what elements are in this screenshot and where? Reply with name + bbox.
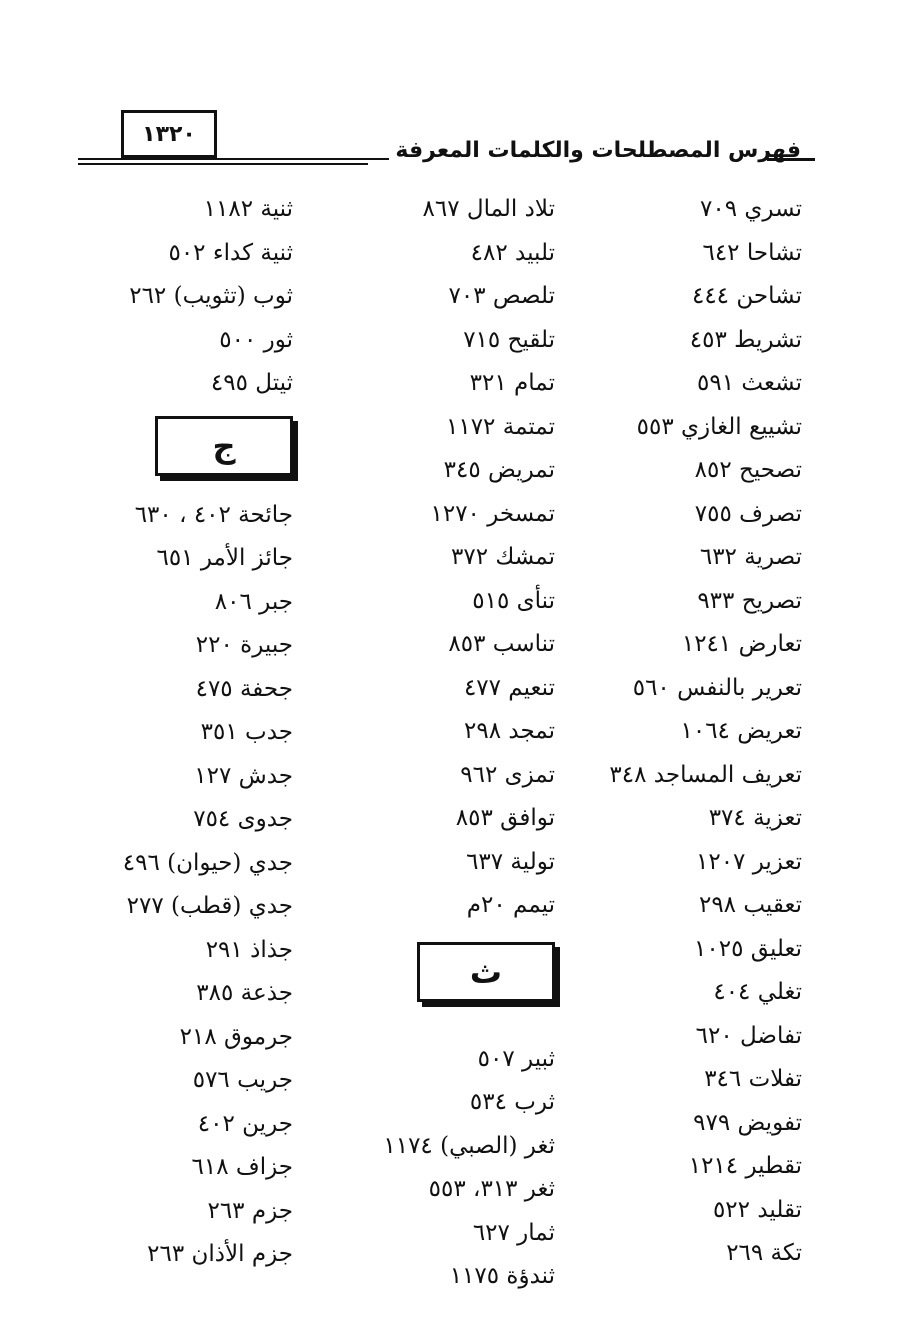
page-title: فهرس المصطلحات والكلمات المعرفة [389, 138, 807, 163]
index-entry: جدش ١٢٧ [194, 762, 293, 789]
index-entry: تعريف المساجد ٣٤٨ [609, 761, 802, 788]
index-entry: تمجد ٢٩٨ [464, 718, 555, 744]
index-entry: تعريض ١٠٦٤ [680, 718, 802, 744]
index-entry: تسري ٧٠٩ [700, 196, 802, 222]
index-entry: تغلي ٤٠٤ [713, 979, 802, 1005]
index-entry: جزم الأذان ٢٦٣ [147, 1241, 293, 1267]
index-entry: تمريض ٣٤٥ [443, 457, 555, 483]
index-entry: تمتمة ١١٧٢ [446, 413, 555, 440]
index-entry: جزم ٢٦٣ [207, 1197, 293, 1224]
page-number-box [121, 110, 217, 158]
index-entry: تصريح ٩٣٣ [697, 587, 802, 614]
index-entry: جدي (قطب) ٢٧٧ [126, 893, 293, 919]
index-entry: جريب ٥٧٦ [192, 1067, 293, 1093]
index-entry: ثور ٥٠٠ [219, 326, 293, 353]
index-entry: جدي (حيوان) ٤٩٦ [122, 849, 293, 876]
letter-heading-jeem [73, 416, 293, 482]
index-entry: ثنية ١١٨٢ [203, 196, 293, 222]
index-entry: تيمم ٢٠م [466, 892, 555, 918]
index-entry: تفويض ٩٧٩ [693, 1109, 802, 1136]
index-entry: تشريط ٤٥٣ [689, 326, 802, 353]
index-entry: تلاد المال ٨٦٧ [422, 196, 555, 222]
letter-heading-box [417, 942, 555, 1002]
index-entry: جحفة ٤٧٥ [195, 675, 293, 702]
index-entry: تمزى ٩٦٢ [460, 761, 555, 788]
index-entry: تعقيب ٢٩٨ [698, 892, 802, 918]
index-entry: تلصص ٧٠٣ [448, 283, 555, 309]
index-entry: تعارض ١٢٤١ [681, 631, 802, 657]
index-entry: تعزية ٣٧٤ [708, 805, 802, 831]
page-number: ١٣٢٠ [142, 121, 196, 147]
index-entry: جبر ٨٠٦ [214, 588, 293, 615]
index-entry: ثيتل ٤٩٥ [210, 370, 293, 396]
index-entry: جدوى ٧٥٤ [193, 806, 293, 832]
index-entry: جزاف ٦١٨ [191, 1154, 293, 1180]
index-column-right [562, 188, 802, 1276]
index-entry: تصحيح ٨٥٢ [694, 457, 802, 483]
index-entry: جدب ٣٥١ [200, 719, 293, 745]
index-entry: تولية ٦٣٧ [466, 848, 555, 875]
index-entry: تعرير بالنفس ٥٦٠ [632, 674, 802, 701]
index-entry: تعليق ١٠٢٥ [694, 935, 802, 962]
index-entry: ثوب (تثويب) ٢٦٢ [129, 283, 293, 309]
index-entry: ثندؤة ١١٧٥ [449, 1263, 555, 1289]
index-entry: تشاحا ٦٤٢ [702, 239, 802, 266]
index-entry: تقطير ١٢١٤ [688, 1153, 802, 1179]
index-entry: تصرية ٦٣٢ [699, 544, 802, 570]
index-entry: جائحة ٤٠٢ ، ٦٣٠ [134, 501, 293, 528]
index-entry: تشعث ٥٩١ [697, 370, 802, 396]
index-entry: جرين ٤٠٢ [197, 1110, 293, 1137]
letter-heading-box [155, 416, 293, 476]
index-entry: تناسب ٨٥٣ [448, 631, 555, 657]
index-entry: ثغر ٣١٣، ٥٥٣ [428, 1176, 555, 1202]
index-entry: تقليد ٥٢٢ [712, 1196, 802, 1223]
index-entry: تلبيد ٤٨٢ [470, 239, 555, 266]
index-entry: تلقيح ٧١٥ [463, 326, 555, 353]
letter-heading-text: ج [212, 426, 236, 465]
index-entry: تمام ٣٢١ [469, 370, 555, 396]
index-entry: تنعيم ٤٧٧ [463, 674, 555, 701]
letter-heading-text: ث [469, 952, 503, 991]
index-entry: تشاحن ٤٤٤ [691, 283, 802, 309]
index-entry: ثغر (الصبي) ١١٧٤ [383, 1132, 555, 1159]
index-entry: تصرف ٧٥٥ [694, 500, 802, 527]
index-entry: تفاضل ٦٢٠ [695, 1022, 802, 1049]
letter-heading-tha [325, 942, 555, 1008]
index-entry: ثمار ٦٢٧ [472, 1219, 555, 1246]
index-entry: تشييع الغازي ٥٥٣ [636, 413, 802, 440]
index-entry: تنأى ٥١٥ [472, 587, 555, 614]
index-entry: تمشك ٣٧٢ [451, 544, 555, 570]
index-entry: تفلات ٣٤٦ [704, 1066, 802, 1092]
index-entry: تعزير ١٢٠٧ [695, 848, 802, 875]
index-entry: ثرب ٥٣٤ [469, 1089, 555, 1115]
index-entry: ثنية كداء ٥٠٢ [168, 239, 293, 266]
index-entry: جائز الأمر ٦٥١ [156, 545, 293, 571]
index-column-middle [325, 188, 555, 1299]
index-entry: تمسخر ١٢٧٠ [430, 500, 555, 527]
index-entry: ثبير ٥٠٧ [477, 1045, 555, 1072]
title-dash [767, 158, 815, 161]
index-entry: جذاذ ٢٩١ [205, 936, 293, 963]
index-column-left [73, 188, 293, 1277]
index-entry: تكة ٢٦٩ [726, 1240, 802, 1266]
header-rule-lower [78, 163, 368, 165]
index-entry: جرموق ٢١٨ [179, 1023, 293, 1050]
index-entry: جذعة ٣٨٥ [196, 980, 293, 1006]
index-entry: جبيرة ٢٢٠ [195, 632, 293, 658]
index-entry: توافق ٨٥٣ [455, 805, 555, 831]
